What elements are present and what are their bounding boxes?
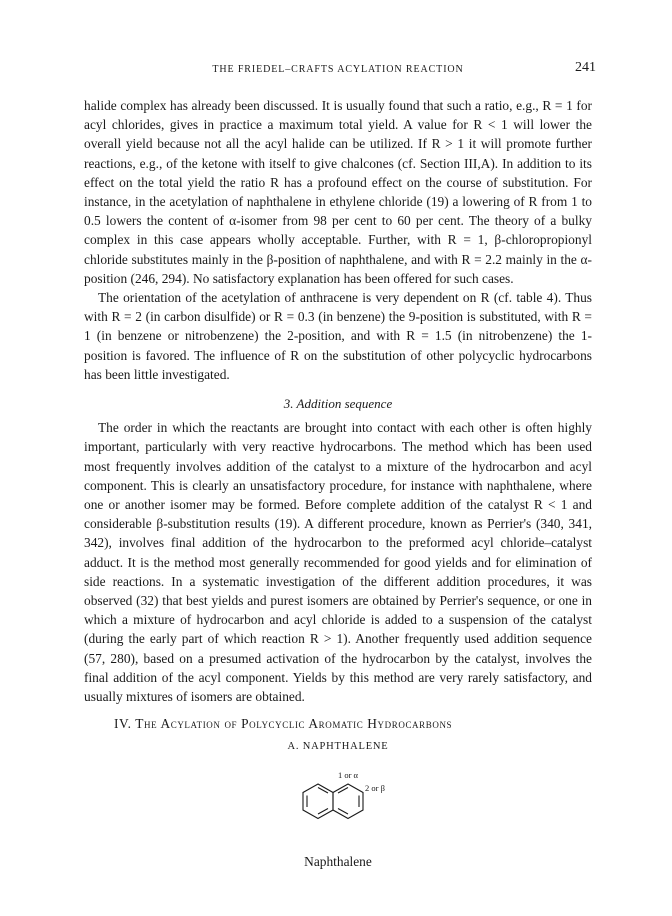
running-header [84, 60, 596, 82]
body-text [84, 96, 592, 871]
page-number: 241 [575, 60, 596, 75]
section-heading: IV. The Acylation of Polycyclic Aromatic Hydrocarbons [114, 716, 453, 732]
naphthalene-diagram [278, 758, 398, 846]
figure-caption: Naphthalene [304, 853, 372, 869]
subheading-addition-sequence: 3. Addition sequence [283, 396, 393, 412]
subsection-heading: A. NAPHTHALENE [287, 740, 389, 752]
position-2-label: 2 or β [365, 782, 385, 793]
paragraph-3: The order in which the reactants are brought into contact with each other is often highly important, particularly with very reactive hydrocarbons. The method which has been used most frequently involves addition of the catalyst to a mixture of the hydrocarbon and acyl component. This is clearly an unsatisfactory procedure, for instance with naphthalene, where one or another isomer may be formed. Before complete addition of the catalyst R < 1 and considerable β-substitution results (19). A different procedure, known as Perrier's (340, 341, 342), involves final addition of the hydrocarbon to the preformed acyl chloride–catalyst adduct. It is the method most generally recommended for good yields and for elimination of side reactions. In a systematic investigation of the different addition procedures, it was observed (32) that best yields and purest isomers are obtained by Perrier's sequence, or one in which a mixture of hydrocarbon and acyl chloride is added to a suspension of the catalyst (during the early part of which reaction R > 1). Another frequently used addition sequence (57, 280), based on a presumed activation of the hydrocarbon by the catalyst, involves the final addition of the acyl component. Yields by this method are very rarely satisfactory, and usually mixtures of isomers are obtained. [84, 420, 592, 705]
paragraph-1: halide complex has already been discussed. It is usually found that such a ratio, e.g., R = 1 for acyl chlorides, gives in practice a maximum total yield. A value for R < 1 will lower the overall yield because not all the acyl halide can be utilized. If R > 1 it will promote further reactions, e.g., of the ketone with itself to give chalcones (cf. Section III,A). In addition to its effect on the total yield the ratio R has a profound effect on the course of substitution. For instance, in the acetylation of naphthalene in ethylene chloride (19) a lowering of R from 1 to 0.5 lowers the content of α-isomer from 98 per cent to 60 per cent. The theory of a bulky complex in this case appears wholly acceptable. Further, with R = 1, β-chloropropionyl chloride substitutes mainly in the β-position of naphthalene, and with R = 2.2 mainly in the α-position (246, 294). No satisfactory explanation has been offered for such cases. [84, 98, 592, 286]
naphthalene-structure [84, 758, 592, 850]
paragraph-2: The orientation of the acetylation of anthracene is very dependent on R (cf. table 4). Thus with R = 2 (in carbon disulfide) or R = 0.3 (in benzene) the 9-position is substituted, with R = 1 (in benzene or nitrobenzene) the 2-position, and with R = 1.5 (in nitrobenzene) the 1-position is favored. The influence of R on the substitution of other polycyclic hydrocarbons has been little investigated. [84, 290, 592, 382]
position-1-label: 1 or α [337, 769, 359, 780]
running-title: THE FRIEDEL–CRAFTS ACYLATION REACTION [212, 64, 464, 75]
